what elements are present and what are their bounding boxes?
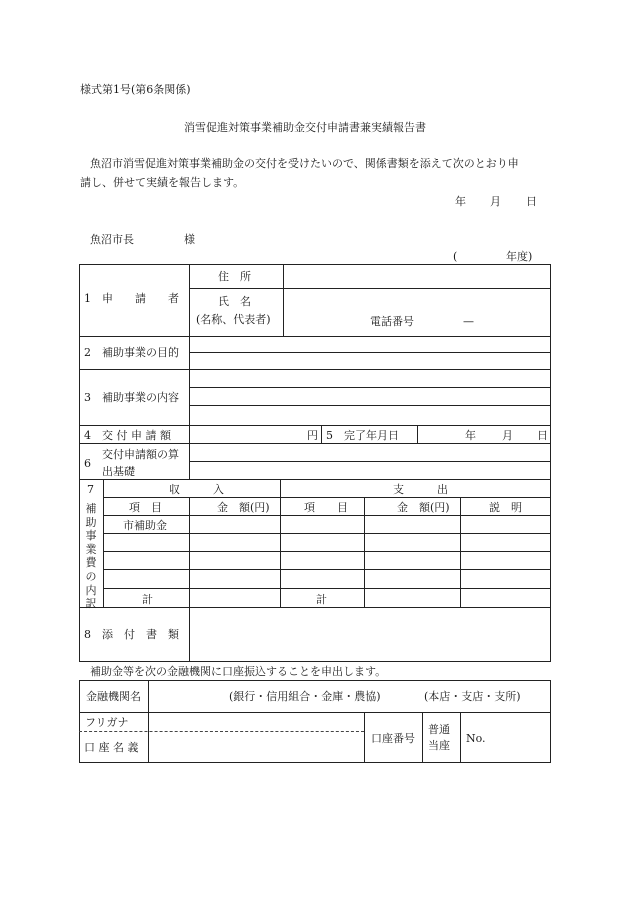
attachments-label: 8 添 付 書 類 [84,628,179,641]
grant-amount-label: 4 交 付 申 請 額 [84,429,171,442]
furigana-label: フリガナ [85,716,129,729]
breakdown-number: 7 [87,483,94,496]
fiscal-year-open: ( [453,250,458,263]
expense-header: 支 出 [393,483,448,496]
description-header: 説 明 [489,501,522,514]
branch-types: (本店・支店・支所) [424,690,521,703]
form-number: 様式第1号(第6条関係) [80,83,191,96]
income-total-label: 計 [142,593,153,606]
date-year: 年 [455,195,466,208]
basis-label-line-2: 出基礎 [102,465,135,478]
institution-types: (銀行・信用組合・金庫・農協) [229,690,381,703]
phone-dash: — [463,315,474,328]
phone-label: 電話番号 [370,315,414,328]
name-label: 氏 名 [218,295,251,308]
date-day: 日 [526,195,537,208]
account-name-label: 口 座 名 義 [84,741,139,754]
income-amount-header: 金 額(円) [217,501,270,514]
breakdown-vertical-label: 補 助 事 業 費 の 内 訳 [85,502,97,611]
name-sub-label: (名称、代表者) [196,313,271,326]
yen-unit: 円 [307,429,318,442]
applicant-label: 1 申 請 者 [84,292,179,305]
intro-line-1: 魚沼市消雪促進対策事業補助金の交付を受けたいので、関係書類を添えて次のとおり申 [90,157,519,170]
document-title: 消雪促進対策事業補助金交付申請書兼実績報告書 [184,121,426,134]
account-no-label: No. [466,732,486,745]
address-label: 住 所 [218,270,251,283]
basis-label-line-1: 交付申請額の算 [102,448,179,461]
account-type-ordinary: 普通 [428,723,450,736]
income-header: 収 入 [169,483,224,496]
purpose-label: 2 補助事業の目的 [84,346,179,359]
account-type-current: 当座 [428,739,450,752]
city-subsidy-item: 市補助金 [123,519,167,532]
addressee-name: 魚沼市長 [90,233,134,246]
content-label: 3 補助事業の内容 [84,391,179,404]
basis-number: 6 [84,457,91,470]
account-number-label: 口座番号 [371,732,415,745]
institution-label: 金融機関名 [86,690,141,703]
expense-amount-header: 金 額(円) [397,501,450,514]
fiscal-year-label: 年度) [506,250,533,263]
intro-line-2: 請し、併せて実績を報告します。 [80,176,245,189]
addressee-honorific: 様 [184,233,195,246]
expense-item-header: 項 目 [304,501,348,514]
income-item-header: 項 目 [129,501,162,514]
completion-month: 月 [502,429,513,442]
expense-total-label: 計 [316,593,327,606]
completion-year: 年 [465,429,476,442]
completion-date-label: 5 完了年月日 [326,429,399,442]
transfer-note: 補助金等を次の金融機関に口座振込することを申出します。 [90,665,387,678]
date-month: 月 [490,195,501,208]
completion-day: 日 [537,429,548,442]
